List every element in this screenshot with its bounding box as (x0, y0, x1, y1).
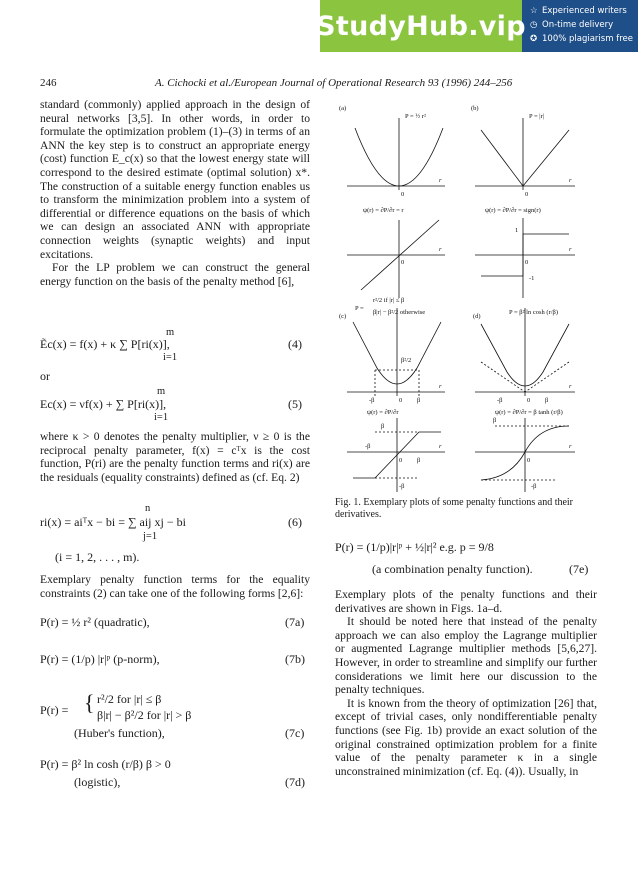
curve-label: P = (355, 305, 364, 312)
feature-list (522, 0, 638, 52)
feature-item: ☆ Experienced writers (530, 6, 627, 16)
or-text: or (40, 369, 50, 383)
tick-label: -β (399, 483, 405, 490)
paragraph: It should be noted here that instead of the penalty approach we can also employ the Lagrange multiplier or augmented Lagrange multiplier methods [5,6,27]. However, in order to streamline and simplify our further considerations we limit here our discussion to the penalty techniques. (335, 615, 597, 697)
tick-label: 0 (399, 457, 403, 464)
curve-label: P = β² ln cosh (r/β) (509, 309, 558, 316)
tick-label: β (493, 417, 497, 424)
sum-upper-limit: n (145, 503, 151, 514)
equation-number: (7d) (285, 775, 305, 789)
paragraph: Exemplary penalty function terms for the equality constraints (2) can take one of the following forms [2,6]: (40, 573, 310, 600)
brand-panel (316, 0, 526, 52)
axis-label: r (569, 177, 572, 184)
equation-7e: P(r) = (1/p)|r|ᵖ + ½|r|² e.g. p = 9/8 (335, 540, 494, 554)
tick-label: 0 (401, 259, 405, 266)
right-column (335, 588, 597, 778)
tick-label: -β (369, 397, 375, 404)
paragraph: Exemplary plots of the penalty functions and their derivatives are shown in Figs. 1a–d. (335, 588, 597, 615)
feature-item: ✪ 100% plagiarism free (530, 34, 633, 44)
axis-label: r (569, 383, 572, 390)
left-column (40, 98, 310, 288)
tick-label: -β (497, 397, 503, 404)
equation-7c-case2: β|r| − β²/2 for |r| > β (97, 708, 192, 722)
curve-label: ψ(r) = ∂P/∂r (367, 409, 399, 416)
tick-label: -β (365, 443, 371, 450)
equation-number: (7a) (285, 615, 305, 629)
badge-icon: ✪ (530, 34, 538, 44)
equation-5: Ec(x) = νf(x) + ∑ P[ri(x)], (40, 397, 167, 411)
equation-4: Ẽc(x) = f(x) + κ ∑ P[ri(x)], (40, 337, 170, 351)
paragraph: It is known from the theory of optimization [26] that, except of trivial cases, only nondifferentiable penalty functions (see Fig. 1b) provide an exact solution of the original constrained optimization problem for a finite value of the penalty parameter κ in a single unconstrained minimization (cf. Eq. (4)). Usually, in (335, 696, 597, 778)
index-range: (i = 1, 2, . . . , m). (55, 550, 140, 564)
equation-number: (7e) (569, 562, 589, 576)
equation-7d: P(r) = β² ln cosh (r/β) β > 0 (40, 757, 171, 771)
panel-label: (c) (339, 313, 347, 320)
curve-abs (481, 130, 569, 186)
brand-logo: StudyHub.vip (316, 10, 526, 42)
tick-label: 0 (527, 457, 531, 464)
sum-upper-limit: m (157, 386, 166, 397)
tick-label: 0 (525, 191, 529, 198)
tick-label: 0 (527, 397, 531, 404)
paragraph: standard (commonly) applied approach in the design of neural networks [3,5]. In other words, in order to formulate the optimization problem (1)–(3) in terms of an ANN the key step is to construct an appropriate energy (cost) function E_c(x) so that the lowest energy state will correspond to the desired estimate (optimal solution) x*. The construction of a suitable energy function enables us to transform the minimization problem into a system of differential or difference equations on the basis of which we can design an associated ANN with appropriate connection weights (synaptic weights) and input excitations. (40, 98, 310, 261)
tick-label: β (417, 397, 421, 404)
tick-label: β (381, 423, 385, 430)
figure-penalty-functions (335, 100, 600, 492)
equation-number: (5) (288, 397, 302, 411)
tick-label: -1 (529, 275, 535, 282)
axis-label: r (569, 443, 572, 450)
equation-7b: P(r) = (1/p) |r|ᵖ (p-norm), (40, 652, 160, 666)
paragraph: where κ > 0 denotes the penalty multiplier, ν ≥ 0 is the reciprocal penalty parameter, f(x) = cᵀx is the cost function, P(ri) are the penalty function terms and ri(x) are the residuals (equality constraints) defined as (cf. Eq. 2) (40, 430, 310, 484)
tick-label: 0 (399, 397, 403, 404)
curve-label: ψ(r) = ∂P/∂r = β tanh (r/β) (495, 409, 563, 416)
paragraph: For the LP problem we can construct the general energy function on the basis of the penalty method [6], (40, 261, 310, 288)
equation-7a: P(r) = ½ r² (quadratic), (40, 615, 150, 629)
curve-label: ψ(r) = ∂P/∂r = sign(r) (485, 207, 541, 214)
equation-6: ri(x) = aiᵀx − bi = ∑ aij xj − bi (40, 515, 186, 529)
curve-label: P = |r| (529, 113, 545, 120)
curve-label: β|r| − β²/2 otherwise (373, 309, 426, 316)
annotation: β²/2 (401, 357, 412, 364)
axis-label: r (439, 383, 442, 390)
tick-label: 0 (401, 191, 405, 198)
axis-label: r (439, 443, 442, 450)
axis-label: r (569, 246, 572, 253)
tick-label: 0 (525, 259, 529, 266)
panel-label: (b) (471, 105, 479, 112)
axis-label: r (439, 177, 442, 184)
equation-number: (7c) (285, 726, 305, 740)
equation-note: (a combination penalty function). (372, 562, 533, 576)
panel-label: (a) (339, 105, 347, 112)
equation-number: (6) (288, 515, 302, 529)
panel-label: (d) (473, 313, 481, 320)
curve-label: P = ½ r² (405, 113, 426, 120)
equation-number: (7b) (285, 652, 305, 666)
clock-icon: ◷ (530, 20, 538, 30)
curve-label: r²/2 if |r| ≤ β (373, 297, 405, 304)
equation-number: (4) (288, 337, 302, 351)
brace: { (84, 690, 95, 715)
dashed-guide (481, 362, 525, 392)
tick-label: β (417, 457, 421, 464)
axis-label: r (439, 246, 442, 253)
equation-note: (logistic), (74, 775, 121, 789)
running-head: A. Cichocki et al./European Journal of Operational Research 93 (1996) 244–256 (155, 77, 513, 89)
figure-caption: Fig. 1. Exemplary plots of some penalty functions and their derivatives. (335, 497, 574, 520)
sum-upper-limit: m (166, 327, 175, 338)
equation-7c-lhs: P(r) = (40, 703, 69, 717)
equation-note: (Huber's function), (74, 726, 165, 740)
tick-label: β (545, 397, 549, 404)
feature-item: ◷ On-time delivery (530, 20, 614, 30)
curve-label: ψ(r) = ∂P/∂r = r (363, 207, 404, 214)
page-number: 246 (40, 77, 57, 89)
dashed-guide (525, 362, 569, 392)
tick-label: 1 (515, 227, 519, 234)
sum-lower-limit: j=1 (143, 531, 158, 542)
sum-lower-limit: i=1 (154, 412, 169, 423)
tick-label: -β (531, 483, 537, 490)
star-icon: ☆ (530, 6, 538, 16)
ad-banner[interactable] (316, 0, 638, 52)
equation-7c-case1: r²/2 for |r| ≤ β (97, 692, 162, 706)
sum-lower-limit: i=1 (163, 352, 178, 363)
